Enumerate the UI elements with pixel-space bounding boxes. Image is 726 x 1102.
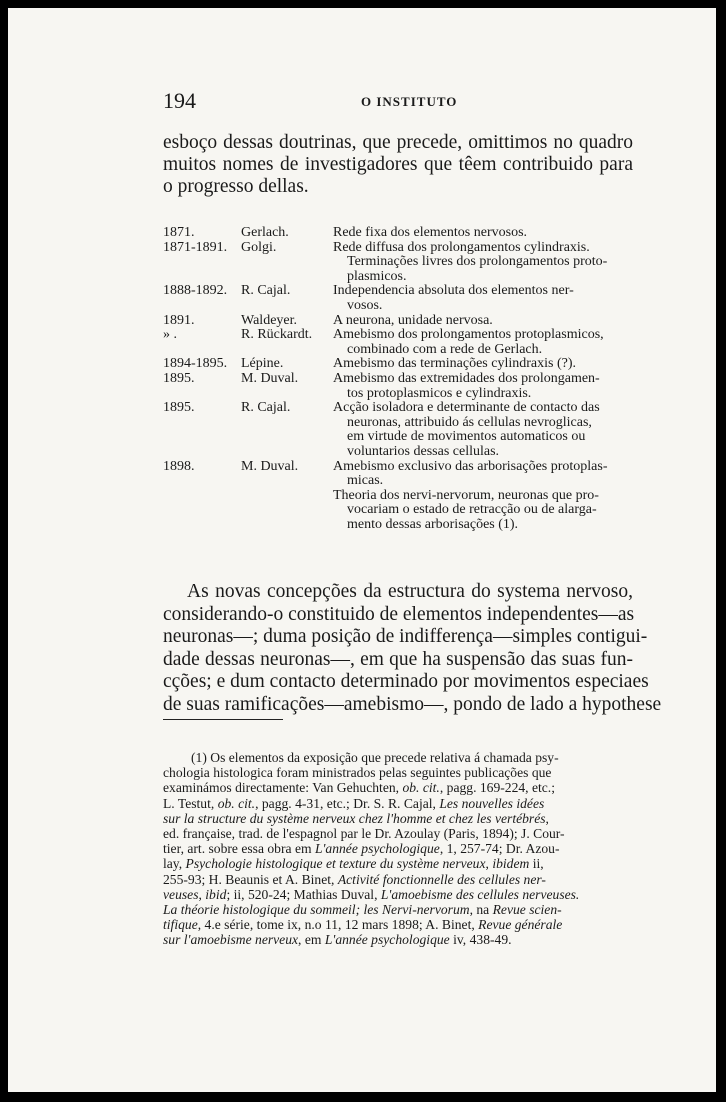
body-paragraph [163, 581, 662, 716]
chronology-date: 1894-1895. [163, 356, 228, 372]
footnote-line: chologia histologica foram ministrados pelas seguintes publicações que [163, 765, 552, 781]
chronology-row [163, 460, 653, 489]
chronology-description [333, 489, 653, 533]
chronology-description-line: combinado com a rede de Gerlach. [347, 341, 543, 357]
footnote-line: ed. française, trad. de l'espagnol par le Dr. Azoulay (Paris, 1894); J. Cour- [163, 826, 565, 842]
footnote [163, 750, 639, 948]
chronology-author: Waldeyer. [241, 312, 298, 328]
chronology-description-line: mento dessas arborisações (1). [347, 516, 519, 532]
chronology-date [163, 489, 241, 533]
chronology-row [163, 241, 653, 285]
body-line: As novas concepções da estructura do systema nervoso, [187, 581, 633, 602]
chronology-description-line: Rede fixa dos elementos nervosos. [333, 225, 528, 240]
chronology-description [333, 372, 653, 401]
chronology-row [163, 314, 653, 329]
chronology-description-line: Amebismo das extremidades dos prolongamen- [333, 370, 600, 386]
footnote-line: sur la structure du système nerveux chez l'homme et chez les vertébrés, [163, 810, 549, 826]
chronology-date: 1871-1891. [163, 239, 228, 255]
chronology-table [163, 226, 653, 532]
chronology-author: M. Duval. [241, 370, 299, 386]
chronology-description [333, 314, 653, 329]
chronology-description-line: Terminações livres dos prolongamentos proto- [347, 254, 608, 270]
chronology-description [333, 328, 653, 357]
chronology-description [333, 401, 653, 459]
footnote-line: 255-93; H. Beaunis et A. Binet, Activité fonctionnelle des cellules ner- [163, 871, 546, 887]
chronology-date: 1891. [163, 312, 195, 328]
chronology-author: Lépine. [241, 356, 284, 372]
chronology-date: 1888-1892. [163, 283, 228, 299]
chronology-date: » . [163, 327, 177, 343]
chronology-description-line: tos protoplasmicos e cylindraxis. [347, 385, 532, 401]
chronology-description-line: A neurona, unidade nervosa. [333, 312, 493, 328]
footnote-line: tifique, 4.e série, tome ix, n.o 11, 12 mars 1898; A. Binet, Revue générale [163, 917, 563, 933]
footnote-line: La théorie histologique du sommeil; les Nervi-nervorum, na Revue scien- [163, 902, 562, 918]
chronology-row [163, 328, 653, 357]
chronology-description-line: Theoria dos nervi-nervorum, neuronas que pro- [333, 487, 599, 503]
footnote-line: (1) Os elementos da exposição que precede relativa á chamada psy- [191, 750, 559, 765]
chronology-row [163, 357, 653, 372]
chronology-description [333, 284, 653, 313]
footnote-line: sur l'amoebisme nerveux, em L'année psychologique iv, 438-49. [163, 932, 512, 948]
body-line: de suas ramificações—amebismo—, pondo de lado a hypothese [163, 693, 662, 715]
chronology-description [333, 460, 653, 489]
body-line: cções; e dum contacto determinado por movimentos especiaes [163, 671, 649, 692]
chronology-description-line: Independencia absoluta dos elementos ner- [333, 283, 574, 299]
chronology-description-line: vocariam o estado de retracção ou de alarga- [347, 502, 597, 518]
document-page [8, 8, 716, 1092]
body-line: dade dessas neuronas—, em que ha suspensão das suas fun- [163, 648, 633, 670]
chronology-description-line: voluntarios dessas cellulas. [347, 443, 500, 459]
footnote-line: L. Testut, ob. cit., pagg. 4-31, etc.; Dr. S. R. Cajal, Les nouvelles idées [163, 795, 545, 811]
chronology-description-line: vosos. [347, 297, 383, 313]
chronology-description-line: Acção isoladora e determinante de contacto das [333, 400, 600, 416]
chronology-date: 1898. [163, 458, 195, 474]
chronology-description-line: Rede diffusa dos prolongamentos cylindraxis. [333, 239, 590, 255]
intro-paragraph [163, 132, 633, 198]
footnote-line: veuses, ibid; ii, 520-24; Mathias Duval, L'amoebisme des cellules nerveuses. [163, 886, 580, 902]
footnote-line: lay, Psychologie histologique et texture du système nerveux, ibidem ii, [163, 856, 544, 872]
body-line: neuronas—; duma posição de indifferença—simples contigui- [163, 626, 648, 647]
chronology-date: 1871. [163, 225, 195, 240]
chronology-date: 1895. [163, 400, 195, 416]
chronology-row [163, 489, 653, 533]
chronology-description [333, 226, 653, 241]
footnote-rule [163, 719, 283, 720]
chronology-author: R. Rückardt. [241, 327, 313, 343]
chronology-description-line: em virtude de movimentos automaticos ou [347, 429, 586, 445]
chronology-description [333, 241, 653, 285]
chronology-row [163, 372, 653, 401]
body-line: considerando-o constituido de elementos independentes—as [163, 603, 635, 625]
chronology-description-line: Amebismo dos prolongamentos protoplasmicos, [333, 327, 604, 343]
page-number: 194 [163, 88, 196, 113]
chronology-description-line: Amebismo das terminações cylindraxis (?). [333, 356, 576, 372]
chronology-row [163, 226, 653, 241]
intro-line: o progresso dellas. [163, 176, 309, 197]
footnote-line: tier, art. sobre essa obra em L'année psychologique, 1, 257-74; Dr. Azou- [163, 841, 560, 857]
page-header [163, 88, 633, 118]
footnote-line: examinámos directamente: Van Gehuchten, ob. cit., pagg. 169-224, etc.; [163, 780, 555, 796]
chronology-description-line: micas. [347, 473, 384, 489]
chronology-description-line: neuronas, attribuido ás cellulas nevroglicas, [347, 414, 592, 430]
chronology-description [333, 357, 653, 372]
chronology-author: M. Duval. [241, 458, 299, 474]
chronology-date: 1895. [163, 370, 195, 386]
chronology-author [241, 489, 333, 533]
intro-line: muitos nomes de investigadores que têem contribuido para [163, 154, 633, 175]
chronology-description-line: Amebismo exclusivo das arborisações protoplas- [333, 458, 608, 474]
chronology-author: Golgi. [241, 239, 277, 255]
chronology-author: Gerlach. [241, 225, 289, 240]
chronology-row [163, 401, 653, 459]
chronology-row [163, 284, 653, 313]
chronology-description-line: plasmicos. [347, 268, 407, 284]
chronology-author: R. Cajal. [241, 283, 291, 299]
running-head: O INSTITUTO [361, 94, 458, 109]
chronology-author: R. Cajal. [241, 400, 291, 416]
intro-line: esboço dessas doutrinas, que precede, omittimos no quadro [163, 132, 633, 153]
